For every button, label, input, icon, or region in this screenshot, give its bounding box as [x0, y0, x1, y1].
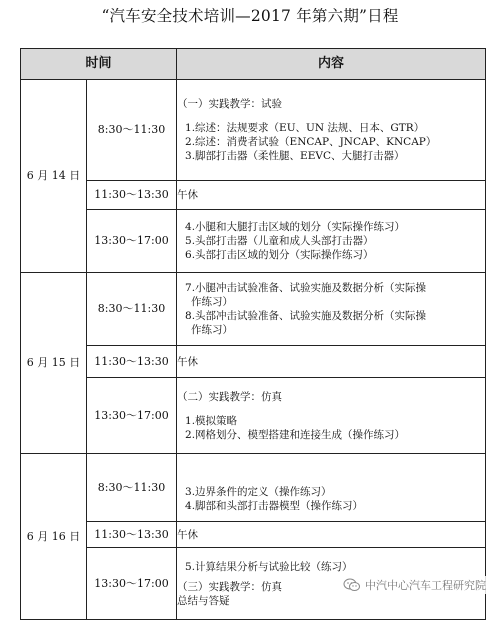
content-line: 1.综述：法规要求（EU、UN 法规、日本、GTR） — [185, 122, 425, 134]
table-row — [21, 210, 486, 273]
time-cell: 13:30～17:00 — [87, 378, 177, 454]
time-cell: 11:30～13:30 — [87, 346, 177, 378]
content-cell — [177, 273, 486, 346]
table-header-row — [21, 49, 486, 80]
content-line: 8.头部冲击试验准备、试验实施及数据分析（实际操 — [185, 310, 427, 322]
content-line: 作练习） — [191, 296, 234, 308]
content-line: 1.模拟策略 — [185, 414, 238, 427]
content-line: 5.计算结果分析与试验比较（练习） — [185, 560, 353, 573]
watermark-text: 中汽中心汽车工程研究院 — [365, 579, 486, 592]
content-line: 3.边界条件的定义（操作练习） — [185, 485, 332, 498]
time-cell: 13:30～17:00 — [87, 548, 177, 620]
table-row — [21, 454, 486, 522]
table-row — [21, 346, 486, 378]
content-cell — [177, 454, 486, 522]
time-cell: 8:30～11:30 — [87, 273, 177, 346]
content-cell — [177, 522, 486, 548]
table-row — [21, 522, 486, 548]
wechat-icon — [343, 578, 361, 592]
time-cell: 11:30～13:30 — [87, 522, 177, 548]
table-row — [21, 181, 486, 210]
content-line: （一）实践教学：试验 — [177, 98, 283, 110]
date-cell: 6 月 16 日 — [21, 454, 87, 620]
content-cell — [177, 181, 486, 210]
content-line: 4.小腿和大腿打击区域的划分（实际操作练习） — [185, 221, 406, 233]
content-line: 总结与答疑 — [177, 594, 230, 607]
date-cell: 6 月 14 日 — [21, 80, 87, 273]
content-line: 午休 — [177, 528, 199, 541]
content-line: 5.头部打击器（儿童和成人头部打击器） — [185, 235, 374, 247]
content-line: 6.头部打击区域的划分（实际操作练习） — [185, 249, 374, 261]
content-cell — [177, 210, 486, 273]
content-line: 4.脚部和头部打击器模型（操作练习） — [185, 499, 364, 512]
time-cell: 13:30～17:00 — [87, 210, 177, 273]
content-line: 3.脚部打击器（柔性腿、EEVC、大腿打击器） — [185, 150, 405, 162]
watermark — [341, 576, 488, 594]
content-line: （二）实践教学：仿真 — [177, 390, 283, 403]
content-line: 2.网格划分、模型搭建和连接生成（操作练习） — [185, 428, 406, 441]
date-cell: 6 月 15 日 — [21, 273, 87, 454]
table-row — [21, 378, 486, 454]
content-cell — [177, 378, 486, 454]
schedule-table — [20, 48, 486, 620]
time-cell: 8:30～11:30 — [87, 80, 177, 181]
content-line: （三）实践教学：仿真 — [177, 580, 283, 593]
header-time: 时间 — [21, 49, 177, 80]
header-content: 内容 — [177, 49, 486, 80]
time-cell: 11:30～13:30 — [87, 181, 177, 210]
content-line: 2.综述：消费者试验（ENCAP、JNCAP、KNCAP） — [185, 136, 437, 148]
content-line: 7.小腿冲击试验准备、试验实施及数据分析（实际操 — [185, 282, 427, 294]
content-cell — [177, 346, 486, 378]
content-line: 午休 — [177, 189, 199, 201]
table-row — [21, 273, 486, 346]
content-cell — [177, 80, 486, 181]
table-row — [21, 80, 486, 181]
content-line: 作练习） — [191, 324, 234, 336]
content-line: 午休 — [177, 355, 199, 368]
time-cell: 8:30～11:30 — [87, 454, 177, 522]
page-title: “汽车安全技术培训—2017 年第六期”日程 — [101, 7, 399, 25]
